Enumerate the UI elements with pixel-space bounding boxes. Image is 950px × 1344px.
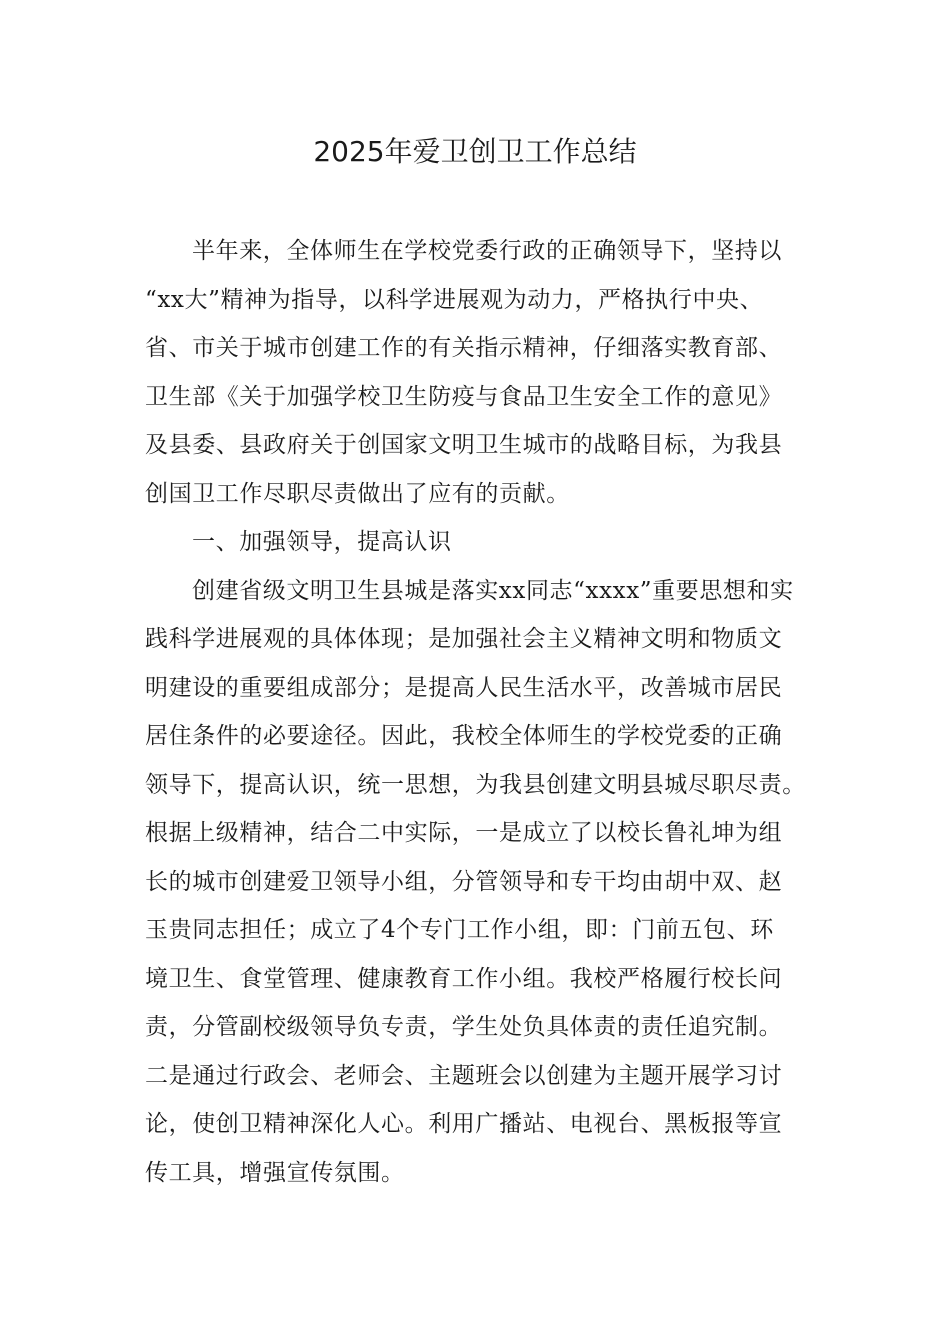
body-line: 创建省级文明卫生县城是落实xx同志“xxxx”重要思想和实 [192,577,794,604]
body-line: 境卫生、食堂管理、健康教育工作小组。我校严格履行校长问 [145,965,783,992]
body-line: 及县委、县政府关于创国家文明卫生城市的战略目标，为我县 [145,432,783,458]
body-line: 二是通过行政会、老师会、主题班会以创建为主题开展学习讨 [145,1062,783,1089]
body-line: 长的城市创建爱卫领导小组，分管领导和专干均由胡中双、赵 [145,868,783,895]
body-line: 领导下，提高认识，统一思想，为我县创建文明县城尽职尽责。 [145,771,806,798]
body-line: 论，使创卫精神深化人心。利用广播站、电视台、黑板报等宣 [145,1111,783,1137]
body-line: 创国卫工作尽职尽责做出了应有的贡献。 [145,480,570,507]
section-heading: 一、加强领导，提高认识 [192,529,452,555]
body-line: 根据上级精神，结合二中实际，一是成立了以校长鲁礼坤为组 [145,820,783,846]
body-line: 践科学进展观的具体体现；是加强社会主义精神文明和物质文 [145,626,783,652]
body-line: “xx大”精神为指导，以科学进展观为动力，严格执行中央、 [145,286,764,313]
document-title: 2025年爱卫创卫工作总结 [313,135,637,168]
body-line: 玉贵同志担任；成立了4个专门工作小组，即：门前五包、环 [145,917,774,943]
body-line: 传工具，增强宣传氛围。 [145,1159,405,1186]
body-line: 卫生部《关于加强学校卫生防疫与食品卫生安全工作的意见》 [145,383,783,410]
document-body [145,227,817,1197]
body-line: 居住条件的必要途径。因此，我校全体师生的学校党委的正确 [145,723,783,749]
body-line: 责，分管副校级领导负专责，学生处负具体责的责任追究制。 [145,1014,783,1040]
body-line: 明建设的重要组成部分；是提高人民生活水平，改善城市居民 [145,674,783,701]
body-line: 省、市关于城市创建工作的有关指示精神，仔细落实教育部、 [145,335,783,361]
body-line: 半年来，全体师生在学校党委行政的正确领导下，坚持以 [192,238,782,264]
